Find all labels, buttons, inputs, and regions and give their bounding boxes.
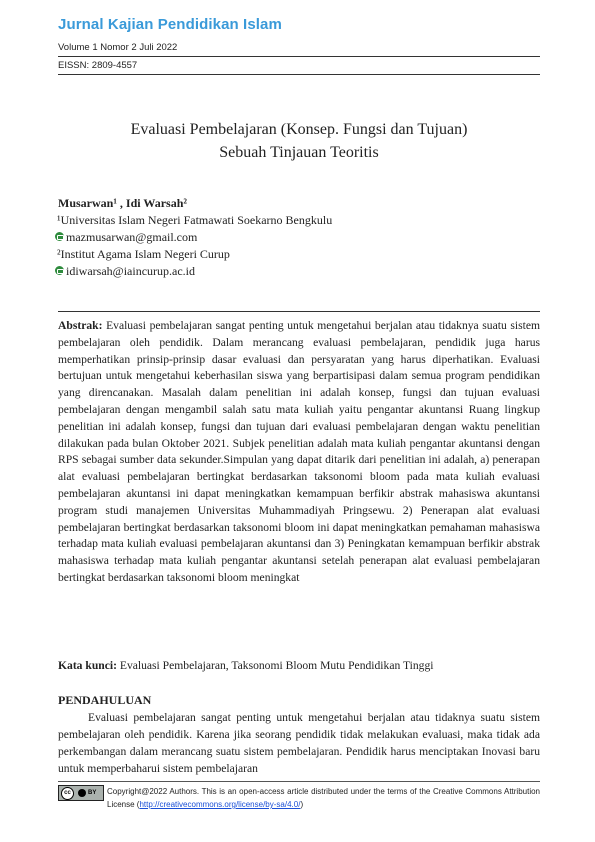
keywords-label: Kata kunci: bbox=[58, 659, 117, 672]
copyright-close: ) bbox=[300, 800, 304, 809]
license-link[interactable]: http://creativecommons.org/license/by-sa/4.0/ bbox=[139, 800, 301, 809]
keywords-body: Evaluasi Pembelajaran, Taksonomi Bloom Mutu Pendidikan Tinggi bbox=[119, 659, 434, 672]
abstract-body: Evaluasi pembelajaran sangat penting untuk mengetahui berjalan atau tidaknya suatu sistem pembelajaran oleh pendidik. Dalam merancang evaluasi pembelajaran, pendidik juga harus memperhatikan prinsip-prinsip dasar evaluasi dan persyaratan yang harus diperhatikan. Evaluasi bertujuan untuk mengetahui keberhasilan siswa yang berpartisipasi dalam semua program pendidikan yang direncanakan. Masalah dalam penelitian ini adalah konsep, fungsi dan tujuan evaluasi pembelajaran dengan mengambil salah satu mata kuliah yaitu pengantar akuntansi Ruang lingkup penelitian ini adalah konsep, fungsi dan tujuan dari evaluasi pembelajaran dengan waktu penelitian dilakukan pada bulan Oktober 2021. Subjek penelitian adalah mata kuliah pengantar akuntansi dengan RPS sebagai sumber data sekunder.Simpulan yang dapat ditarik dari penelitian ini adalah, a) penerapan alat evaluasi pembelajaran bertingkat berdasarkan taksonomi bloom pada mata kuliah evaluasi pembelajaran akuntansi ini dapat meningkatkan kemampuan berfikir abstrak mahasiswa akuntansi program studi manajemen Universitas Muhammadiyah Pringsewu. 2) Penerapan alat evaluasi pembelajaran bertingkat berdasarkan taksonomi bloom ini dapat meningkatkan pemahaman mahasiswa terhadap mata kuliah evaluasi pembelajaran akuntansi dan 3) Peningkatan kemampuan berfikir abstrak mahasiswa terhadap mata kuliah pengantar akuntansi setelah penerapan alat evaluasi pembelajaran bertingkat berdasarkan taksonomi bloom meningkat bbox=[58, 319, 540, 584]
volume-info: Volume 1 Nomor 2 Juli 2022 bbox=[58, 42, 178, 53]
paper-title bbox=[58, 118, 540, 164]
paper-title-line1: Evaluasi Pembelajaran (Konsep. Fungsi dan Tujuan) bbox=[130, 121, 468, 138]
abstract-label: Abstrak: bbox=[58, 319, 103, 332]
header-divider bbox=[58, 56, 540, 57]
abstract bbox=[58, 318, 540, 587]
cc-icon: cc bbox=[61, 787, 74, 800]
email-icon bbox=[55, 266, 64, 275]
section-heading: PENDAHULUAN bbox=[58, 693, 152, 707]
cc-license-badge[interactable] bbox=[58, 785, 104, 801]
email-link[interactable]: idiwarsah@iaincurup.ac.id bbox=[66, 264, 196, 278]
email-row-1 bbox=[55, 230, 197, 245]
header-divider-2 bbox=[58, 74, 540, 75]
copyright-text: Copyright@2022 Authors. This is an open-access article distributed under the terms of the Creative Commons Attribution License ( bbox=[107, 787, 540, 809]
paper-title-line2: Sebuah Tinjauan Teoritis bbox=[219, 144, 379, 161]
abstract-divider bbox=[58, 311, 540, 312]
email-link[interactable]: mazmusarwan@gmail.com bbox=[66, 230, 198, 244]
attribution-icon bbox=[78, 789, 86, 797]
footer-divider bbox=[58, 781, 540, 782]
author-names: Musarwan¹ , Idi Warsah² bbox=[58, 196, 187, 210]
copyright-notice bbox=[107, 785, 540, 811]
keywords bbox=[58, 659, 540, 672]
journal-title: Jurnal Kajian Pendidikan Islam bbox=[58, 16, 282, 33]
eissn-info: EISSN: 2809-4557 bbox=[58, 60, 138, 71]
affiliation-2: ²Institut Agama Islam Negeri Curup bbox=[57, 247, 230, 261]
email-icon bbox=[55, 232, 64, 241]
cc-by-label: BY bbox=[88, 790, 97, 796]
intro-paragraph: Evaluasi pembelajaran sangat penting untuk mengetahui berjalan atau tidaknya suatu sistem pembelajaran oleh pendidik. Karena jika seorang pendidik tidak melakukan evaluasi, maka tidak ada perkembangan dalam merancang suatu sistem pembelajaran. Pendidik harus menciptakan Inovasi baru untuk memperbaharui sistem pembelajaran bbox=[58, 711, 540, 775]
affiliation-1: ¹Universitas Islam Negeri Fatmawati Soekarno Bengkulu bbox=[57, 213, 333, 227]
email-row-2 bbox=[55, 264, 195, 279]
